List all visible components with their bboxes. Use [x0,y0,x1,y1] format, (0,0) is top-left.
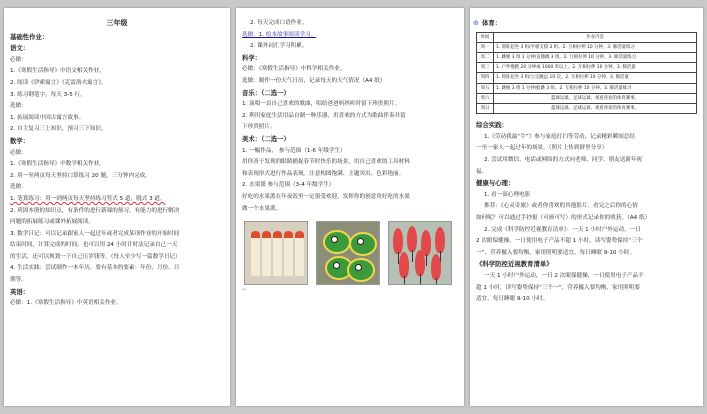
text-line: 问题的拓展练习或课外拓展阅读。 [10,219,94,226]
text-line: 1. 笔算练习：用一到两页每天坚持练习竖式 5 道，脱式 3 道。 [10,195,166,202]
text-line: 超 1 小时，读写姿势保持“三个一”，营养摄入要均衡，家用照明要 [476,284,640,291]
text-line: 一”，营养摄入要均衡，家用照明要适宜，每日睡眠 9-10 小时。 [476,249,635,256]
text-line: 2. 尝试用微信、电话或网络的方式向老师、同学、朋友送新年祝 [484,157,643,163]
text-line: 选做：制作一份天气日历，记录每天的天气情况（A4 纸） [242,77,386,84]
table-day-cell: 周六 [477,93,494,103]
text-line: 健康与心理： [476,179,515,188]
pe-title: 体育： [482,19,502,27]
text-line: 2 次眼保健操，一日使用电子产品不超 1 小时，读写姿势保持“三个 [476,238,643,245]
text-line: 好吃的水果派在年夜饭里一定很受欢迎，发挥你的创意用好吃的水果 [242,193,410,200]
table-row [477,73,697,83]
table-content-cell: 1. 仰卧起坐 3 组/立定跳远 10 次。2. 互相拉伸 10 分钟。3. 肺活量 [494,73,697,83]
table-day-cell: 周三 [477,63,494,73]
text-line: 期等。 [10,277,27,284]
text-line: 科学： [242,53,262,62]
text-line: 1. 演唱一首自己喜欢的歌曲，唱给爸爸妈妈听时留下珍贵照片。 [242,101,401,108]
table-content-cell: 1. 仰卧起坐 3 组/平板支撑 3 组。2. 互相拉伸 10 分钟。3. 肺活量练习 [494,42,697,52]
text-line: 2. 每天完成口语作业。 [250,20,308,26]
table-row [477,63,697,73]
pe-schedule-table [476,32,697,115]
text-line: 《科学防控近视教育清单》 [476,260,553,269]
table-content-cell: 篮球运球、足球运球，观看喜欢的体育赛事。 [494,93,697,103]
grade-title: 三年级 [106,19,128,27]
text-line: 数学： [10,136,30,145]
photo-figurines [244,221,308,285]
text-line: 2. 巩固本册的知识点，有条件的进行新课的预习，有能力的进行解决 [10,207,180,214]
text-line: 一天 1 小时户外运动，一日 2 次眼保健操，一日使用电子产品不 [484,272,644,279]
text-line: 基础性作业： [10,32,49,41]
text-line: 用你善于发现的眼睛捕捉春节时快乐的场景，用自己喜欢的工具材料 [242,159,410,166]
table-day-cell: 周四 [477,73,494,83]
text-line: 语文： [10,44,30,53]
page-left [4,8,230,406]
text-line: 2. 用一至两页每天坚持口算练习 20 题，三分钟内完成。 [10,172,151,179]
text-line: 下珍贵照片。 [242,124,276,131]
text-line: 必做：1.《寒假生活指导》中英语相关作业。 [10,300,122,307]
text-line: 和表现形式进行作品表现。注意构图饱满、主题突出、色彩艳丽。 [242,170,405,177]
text-line: 的生活，还可以规划一下自己压岁钱等。（每人至少写一篇数学日记） [10,253,181,260]
table-content-cell: 篮球运球、足球运球，观看喜欢的体育赛事。 [494,104,697,114]
text-line: 2. 阅读《伊索寓言》《克雷洛夫寓言》。 [10,79,107,86]
page-middle [236,8,464,406]
table-content-cell: 1. 跳绳 3 组 1 分钟/蛙跳 3 组。2. 互相拉伸 10 分钟。3. 肺活量练习 [494,83,697,93]
text-line: 选做：1. 绘本故事阅读学习。 [242,31,317,38]
table-row [477,83,697,93]
table-day-cell: 周五 [477,83,494,93]
table-header-cell: 作业内容 [494,32,697,42]
text-line: 2. 完成《科学防控近视教育清单》：一天 1 小时户外运动，一日 [484,226,641,233]
text-line: 1. 拓展阅读中国古寓言故事。 [10,114,85,121]
text-line: 2. 水果派 参与范围（3-4 年级学生） [242,182,335,189]
table-anchor-icon[interactable]: ⊕ [473,19,479,27]
table-row [477,42,697,52]
text-line: 福。 [476,168,488,175]
text-line: 1. 看一部心理电影 [484,191,531,198]
text-line: 做一个水果派。 [242,205,282,212]
example-photos [242,221,458,285]
photo-flamingos [388,221,452,285]
text-line: 2. 课外词汇学习积累。 [250,43,308,50]
text-line: 选做： [10,103,27,110]
table-row [477,104,697,114]
text-line: 必做： [10,149,27,156]
text-line: 2. 自主复习三上知识，预习三下知识。 [10,126,107,133]
text-line: 一至一家人一起过年的场景。（照片上传到群里分享） [476,145,608,152]
text-line: 音乐：（二选一） [242,88,290,97]
text-line: 2. 利用家庭生活用品自制一种乐器，用喜欢的方式为歌曲伴奏并留 [242,112,406,119]
table-day-cell: 周一 [477,42,494,52]
table-day-cell: 周日 [477,104,494,114]
text-line: 结束时间，计算完成的时间，也可以用 24 小时计时法记录自己一天 [10,242,178,249]
text-line: 如何呢？可以通过手抄报（可画可写）的形式记录你的收获。（A4 纸） [476,214,651,221]
text-line: 4. 生活实践：尝试制作一本年历，要有基本的要素：年份、月份、日 [10,265,180,272]
text-line: 推荐：《心灵奇旅》或者你喜欢的其他影片。看完之后你的心情 [484,203,638,210]
text-line: 1. 一幅作品， 参与范围（1-6 年级学生） [242,147,346,154]
text-line: 美术：（二选一） [242,134,290,143]
text-line: 英语： [10,287,30,296]
text-line: 1.《劳动我最“牛”》参与家庭打扫等劳动，记录精彩瞬间总结 [484,133,635,140]
text-line: 必做： [10,56,27,63]
table-content-cell: 1. 户外慢跑 20 分钟或 1000 米以上。2. 互相拉伸 10 分钟。3. 肺活量 [494,63,697,73]
table-header-row [477,32,697,42]
photo-fruit-pies [316,221,380,285]
page-right [470,8,703,406]
text-line: 3. 练习钢笔字，每天 3-5 行。 [10,91,86,98]
table-row [477,53,697,63]
table-content-cell: 1. 跳绳 3 组 1 分钟/直膝跳 3 组。2. 互相拉伸 10 分钟。3. 肺活量练习 [494,53,697,63]
text-line: 选做： [10,184,27,191]
text-line: 1.《寒假生活指导》中语文相关作业。 [10,68,105,75]
table-header-cell: 时间 [477,32,494,42]
table-row [477,93,697,103]
table-day-cell: 周二 [477,53,494,63]
text-line: 必做：《寒假生活指导》中科学相关作业。 [242,66,346,73]
text-line: 3. 数学日记：可以记录跟家人一起过年或者完成某项作业的开始时间 [10,230,180,237]
paragraph-mark: ↵ [242,287,247,294]
text-line: 综合实践： [476,121,508,130]
text-line: 适宜，每日睡眠 9-10 小时。 [476,296,549,303]
text-line: 1.《寒假生活指导》中数学相关作业。 [10,161,105,168]
